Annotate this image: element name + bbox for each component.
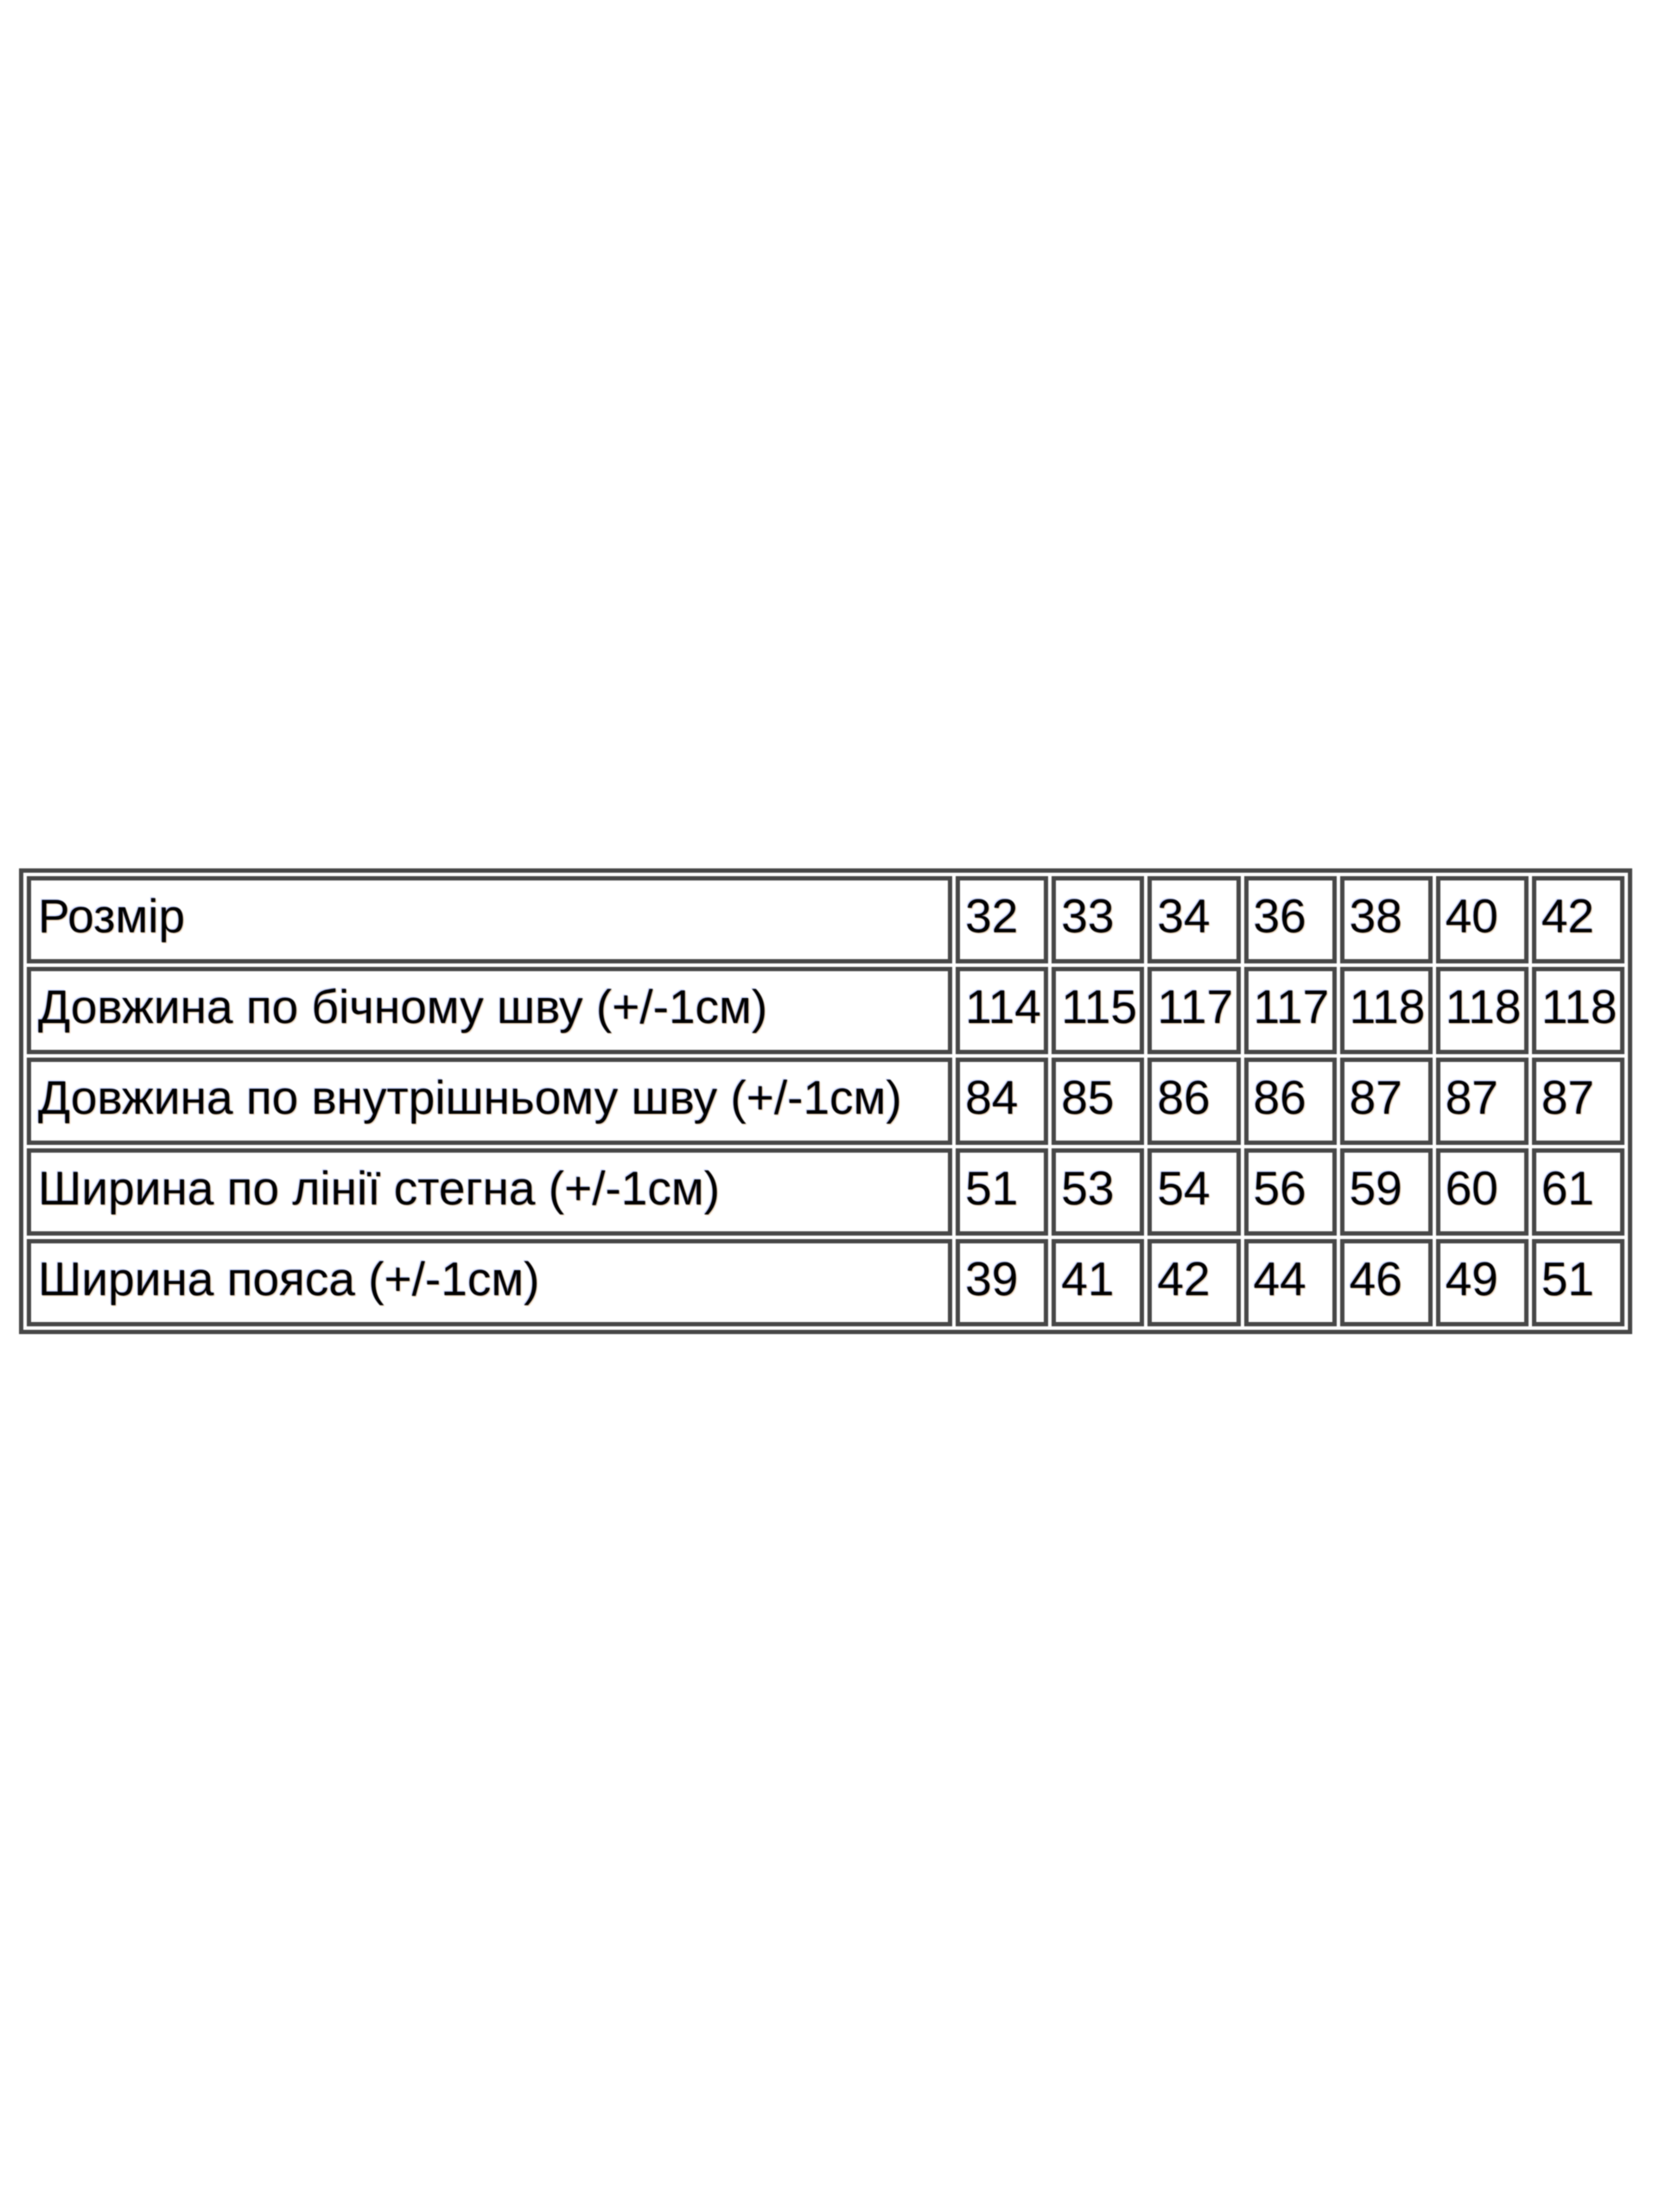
table-row <box>27 1148 1624 1236</box>
size-value-cell: 61 <box>1532 1148 1624 1236</box>
size-chart-table <box>19 868 1632 1334</box>
size-value-cell: 46 <box>1340 1239 1433 1326</box>
size-value-cell: 60 <box>1436 1148 1529 1236</box>
row-label-cell: Розмір <box>27 876 952 963</box>
size-value-cell: 53 <box>1052 1148 1144 1236</box>
size-value-cell: 49 <box>1436 1239 1529 1326</box>
table-row <box>27 1058 1624 1145</box>
size-value-cell: 54 <box>1147 1148 1240 1236</box>
size-value-cell: 44 <box>1244 1239 1337 1326</box>
size-value-cell: 118 <box>1340 967 1433 1054</box>
size-value-cell: 117 <box>1147 967 1240 1054</box>
size-value-cell: 33 <box>1052 876 1144 963</box>
size-value-cell: 117 <box>1244 967 1337 1054</box>
size-value-cell: 42 <box>1532 876 1624 963</box>
row-label-cell: Ширина по лінії стегна (+/-1см) <box>27 1148 952 1236</box>
size-value-cell: 85 <box>1052 1058 1144 1145</box>
size-value-cell: 87 <box>1340 1058 1433 1145</box>
size-value-cell: 36 <box>1244 876 1337 963</box>
row-label-cell: Ширина пояса (+/-1см) <box>27 1239 952 1326</box>
size-value-cell: 86 <box>1244 1058 1337 1145</box>
size-value-cell: 41 <box>1052 1239 1144 1326</box>
size-value-cell: 56 <box>1244 1148 1337 1236</box>
size-value-cell: 84 <box>956 1058 1048 1145</box>
size-value-cell: 39 <box>956 1239 1048 1326</box>
size-value-cell: 87 <box>1532 1058 1624 1145</box>
size-value-cell: 115 <box>1052 967 1144 1054</box>
table-row <box>27 1239 1624 1326</box>
size-value-cell: 51 <box>1532 1239 1624 1326</box>
size-value-cell: 87 <box>1436 1058 1529 1145</box>
size-chart-container <box>19 868 1632 1334</box>
table-row-header <box>27 876 1624 963</box>
row-label-cell: Довжина по внутрішньому шву (+/-1см) <box>27 1058 952 1145</box>
size-value-cell: 86 <box>1147 1058 1240 1145</box>
size-value-cell: 59 <box>1340 1148 1433 1236</box>
size-value-cell: 114 <box>956 967 1048 1054</box>
size-value-cell: 34 <box>1147 876 1240 963</box>
size-value-cell: 51 <box>956 1148 1048 1236</box>
table-row <box>27 967 1624 1054</box>
size-value-cell: 42 <box>1147 1239 1240 1326</box>
row-label-cell: Довжина по бічному шву (+/-1см) <box>27 967 952 1054</box>
size-value-cell: 40 <box>1436 876 1529 963</box>
size-value-cell: 38 <box>1340 876 1433 963</box>
size-value-cell: 118 <box>1532 967 1624 1054</box>
size-value-cell: 32 <box>956 876 1048 963</box>
size-value-cell: 118 <box>1436 967 1529 1054</box>
